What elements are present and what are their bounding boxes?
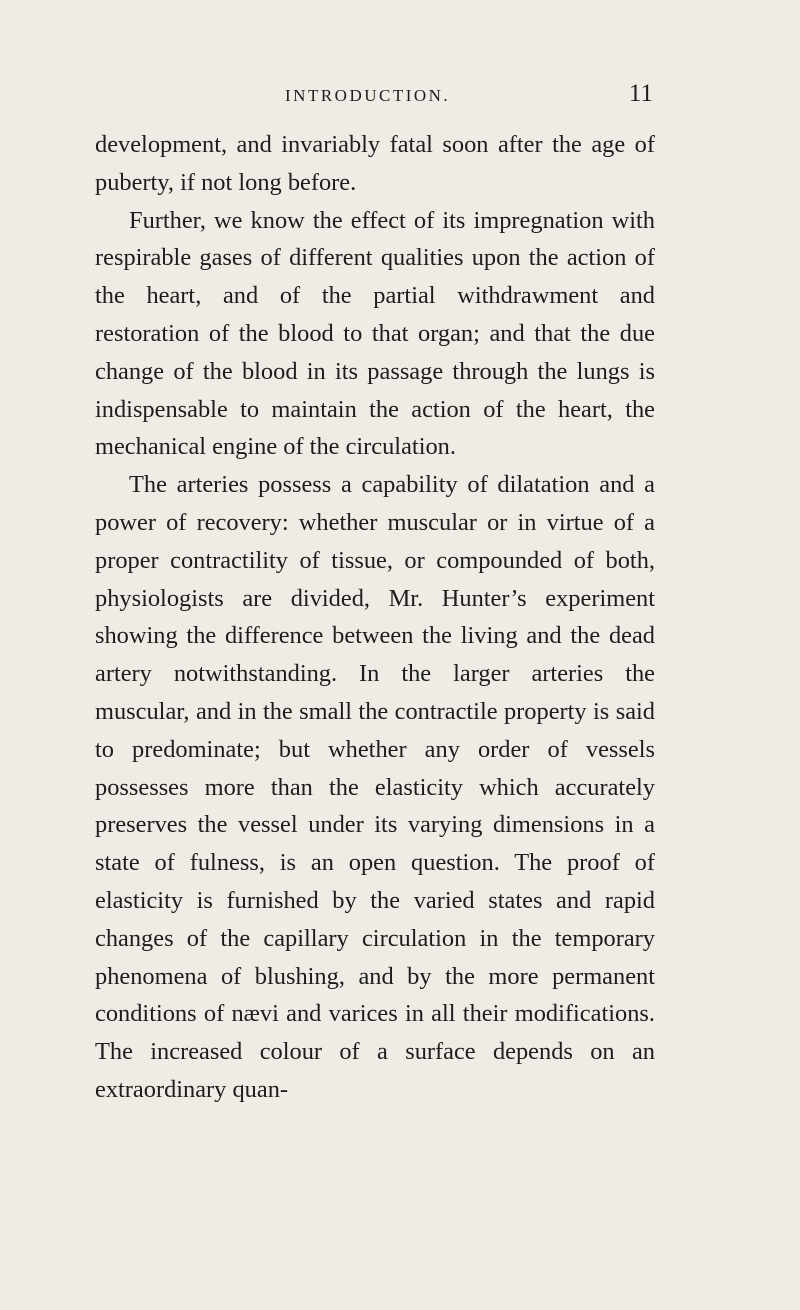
- paragraph-continuation: development, and invariably fatal soon after the age of puberty, if not long before.: [95, 131, 655, 196]
- running-title: INTRODUCTION.: [285, 86, 451, 105]
- page-number: 11: [628, 80, 653, 107]
- paragraph-further: Further, we know the effect of its impregnation with respirable gases of different qualities upon the action of the heart, and of the partial withdrawment and restoration of the blood to that organ; and that the due change of the blood in its passage through the lungs is indispensable to maintain the action of the heart, the mechanical engine of the circulation.: [95, 206, 655, 461]
- running-head: [95, 80, 655, 116]
- body-text: [95, 126, 655, 1109]
- paragraph-arteries: The arteries possess a capability of dilatation and a power of recovery: whether muscular or in virtue of a proper contractility of tissue, or compounded of both, physiologists are divided, Mr. Hunter’s experiment showing the difference between the living and the dead artery notwithstanding. In the larger arteries the muscular, and in the small the contractile property is said to predominate; but whether any order of vessels possesses more than the elasticity which accurately preserves the vessel under its varying dimensions in a state of fulness, is an open question. The proof of elasticity is furnished by the varied states and rapid changes of the capillary circulation in the temporary phenomena of blushing, and by the more permanent conditions of nævi and varices in all their modifications. The increased colour of a surface depends on an extraordinary quan-: [95, 471, 655, 1103]
